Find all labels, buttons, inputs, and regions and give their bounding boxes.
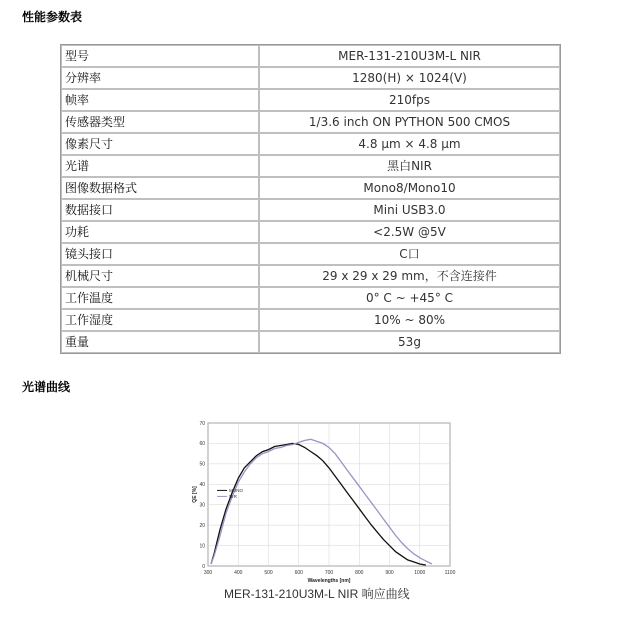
- spec-label: 数据接口: [61, 199, 259, 221]
- spec-label: 型号: [61, 45, 259, 67]
- x-axis-label: Wavelengths [nm]: [307, 578, 351, 584]
- table-row: [61, 221, 560, 243]
- spec-value: Mono8/Mono10: [259, 177, 560, 199]
- spec-value: 4.8 μm × 4.8 μm: [259, 133, 560, 155]
- x-tick-label: 400: [234, 570, 243, 576]
- y-tick-label: 30: [199, 502, 205, 509]
- qe-chart: [192, 418, 460, 586]
- spec-label: 工作湿度: [61, 309, 259, 331]
- spec-value: C口: [259, 243, 560, 265]
- y-tick-label: 20: [199, 522, 205, 529]
- y-tick-label: 60: [199, 441, 205, 448]
- spec-label: 功耗: [61, 221, 259, 243]
- spec-label: 工作温度: [61, 287, 259, 309]
- y-tick-label: 0: [202, 563, 205, 570]
- spec-value: 53g: [259, 331, 560, 353]
- x-tick-label: 300: [203, 570, 213, 576]
- legend-label: NIR: [229, 494, 237, 500]
- spec-value: 10% ~ 80%: [259, 309, 560, 331]
- spec-label: 分辨率: [61, 67, 259, 89]
- spec-value: 黑白NIR: [259, 155, 560, 177]
- spec-label: 传感器类型: [61, 111, 259, 133]
- y-tick-label: 70: [199, 420, 205, 427]
- x-tick-label: 800: [355, 570, 364, 576]
- table-row: [61, 287, 560, 309]
- table-row: [61, 133, 560, 155]
- spec-table: [60, 44, 561, 354]
- x-tick-label: 500: [264, 570, 273, 576]
- spec-value: 29 x 29 x 29 mm，不含连接件: [259, 265, 560, 287]
- table-row: [61, 309, 560, 331]
- table-row: [61, 243, 560, 265]
- table-row: [61, 67, 560, 89]
- curve-section-title: 光谱曲线: [22, 380, 71, 394]
- spec-value: 0° C ~ +45° C: [259, 287, 560, 309]
- spec-value: MER-131-210U3M-L NIR: [259, 45, 560, 67]
- spec-label: 镜头接口: [61, 243, 259, 265]
- x-tick-label: 600: [294, 570, 303, 576]
- spec-label: 光谱: [61, 155, 259, 177]
- spec-value: Mini USB3.0: [259, 199, 560, 221]
- chart-caption: MER-131-210U3M-L NIR 响应曲线: [224, 587, 410, 601]
- table-row: [61, 89, 560, 111]
- spec-value: 1280(H) × 1024(V): [259, 67, 560, 89]
- table-row: [61, 111, 560, 133]
- table-row: [61, 331, 560, 353]
- spec-label: 重量: [61, 331, 259, 353]
- table-row: [61, 265, 560, 287]
- y-tick-label: 40: [199, 482, 205, 489]
- spec-label: 机械尺寸: [61, 265, 259, 287]
- table-row: [61, 45, 560, 67]
- table-row: [61, 177, 560, 199]
- x-tick-label: 900: [385, 570, 394, 576]
- spec-value: <2.5W @5V: [259, 221, 560, 243]
- y-tick-label: 50: [199, 461, 205, 468]
- x-tick-label: 700: [324, 570, 334, 576]
- spec-label: 帧率: [61, 89, 259, 111]
- legend-label: MONO: [229, 488, 244, 494]
- x-tick-label: 1100: [444, 570, 456, 576]
- table-row: [61, 155, 560, 177]
- y-axis-label: QE [%]: [192, 486, 198, 503]
- y-tick-label: 10: [199, 543, 205, 550]
- table-row: [61, 199, 560, 221]
- qe-chart-svg: [192, 418, 460, 586]
- spec-label: 图像数据格式: [61, 177, 259, 199]
- spec-section-title: 性能参数表: [22, 10, 83, 24]
- x-tick-label: 1000: [414, 570, 426, 576]
- spec-label: 像素尺寸: [61, 133, 259, 155]
- spec-value: 1/3.6 inch ON PYTHON 500 CMOS: [259, 111, 560, 133]
- spec-value: 210fps: [259, 89, 560, 111]
